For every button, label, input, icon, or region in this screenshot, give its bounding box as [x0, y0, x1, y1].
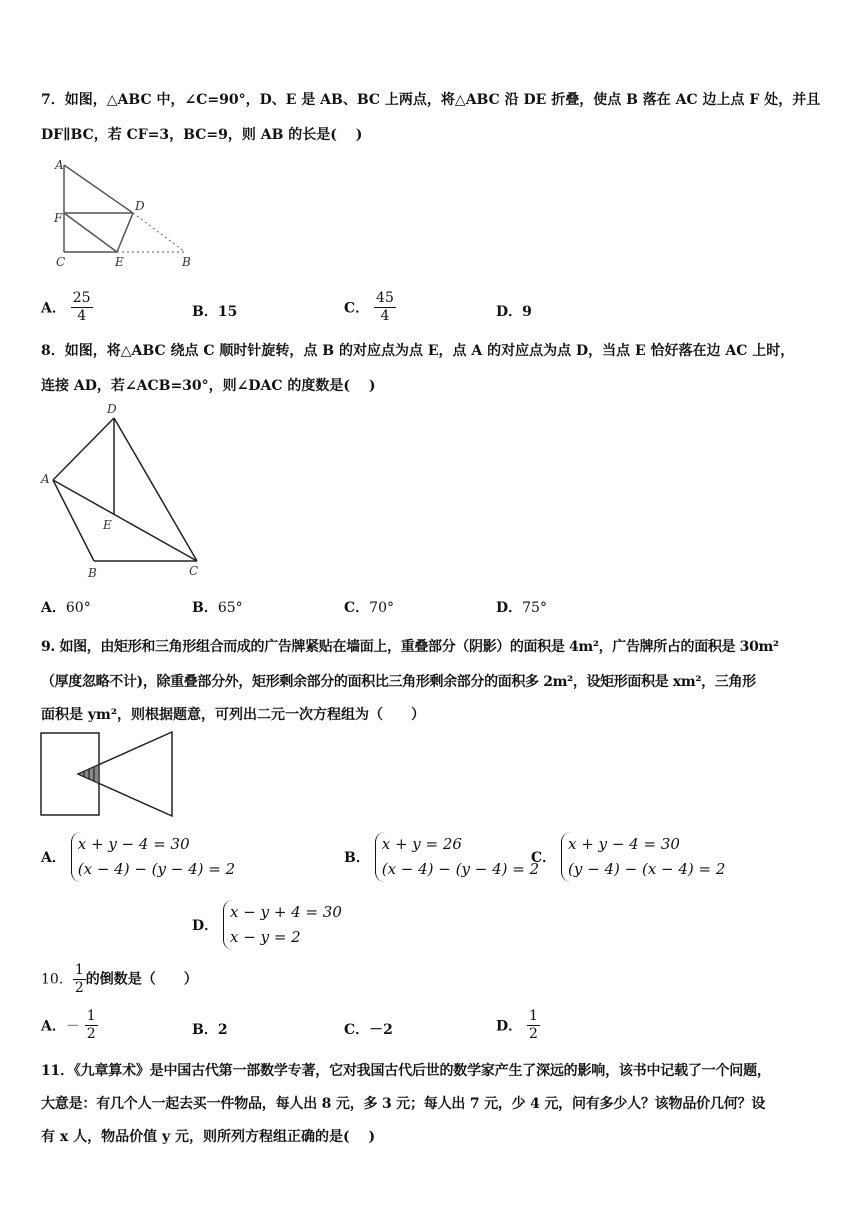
q9-option-c[interactable]: C． x + y − 4 = 30 (y − 4) − (x − 4) = 2 [531, 832, 725, 882]
q10-option-d[interactable]: D． $\frac{1}{2}$ [496, 1008, 538, 1042]
q7-text-line1: 7．如图，△ABC 中，∠C=90°，D、E 是 AB、BC 上两点，将△ABC 沿 DE 折叠，使点 B 落在 AC 边上点 F 处，并且 [41, 92, 821, 108]
q8-text-line1: 8．如图，将△ABC 绕点 C 顺时针旋转，点 B 的对应点为点 E，点 A 的对应点为点 D，当点 E 恰好落在边 AC 上时， [41, 343, 795, 359]
q7-label-e: E [115, 255, 124, 269]
q10-option-a[interactable]: A．－ $\frac{1}{2}$ [41, 1008, 96, 1042]
q7-label-f: F [54, 211, 63, 225]
q11-text-line1: 11．《九章算术》是中国古代第一部数学专著，它对我国古代后世的数学家产生了深远的影响，该书中记载了一个问题， [41, 1063, 771, 1079]
q8-option-b[interactable]: B．65° [192, 600, 243, 616]
q9-figure [38, 728, 178, 820]
q8-label-c: C [189, 564, 199, 578]
q7-seg-fe [64, 213, 117, 252]
q10-option-b[interactable]: B．2 [192, 1022, 228, 1038]
q8-seg-ac [53, 480, 197, 561]
q7-seg-ad [64, 165, 133, 213]
q7-label-c: C [56, 255, 66, 269]
q10-option-c[interactable]: C．－2 [344, 1022, 393, 1038]
q7-text-line2: DF∥BC，若 CF=3，BC=9，则 AB 的长是( ) [41, 127, 363, 143]
q8-label-d: D [107, 402, 117, 416]
q9-option-b[interactable]: B． x + y = 26 (x − 4) − (y − 4) = 2 [344, 832, 539, 882]
q8-label-a: A [41, 472, 50, 486]
q8-label-b: B [88, 566, 97, 580]
q8-text-line2: 连接 AD，若∠ACB=30°，则∠DAC 的度数是( ) [41, 378, 376, 394]
q7-label-d: D [135, 199, 145, 213]
q8-seg-da [53, 418, 114, 480]
q9-option-a[interactable]: A． x + y − 4 = 30 (x − 4) − (y − 4) = 2 [41, 832, 235, 882]
q7-label-b: B [182, 255, 191, 269]
q7-option-b[interactable]: B．15 [192, 304, 238, 320]
q7-option-d[interactable]: D．9 [496, 304, 532, 320]
q7-label-a: A [55, 158, 64, 172]
q9-text-line3: 面积是 ym²，则根据题意，可列出二元一次方程组为（ ） [41, 707, 425, 723]
q7-seg-de [117, 213, 133, 252]
q9-option-d[interactable]: D． x − y + 4 = 30 x − y = 2 [192, 900, 342, 950]
q11-text-line2: 大意是：有几个人一起去买一件物品，每人出 8 元，多 3 元；每人出 7 元，少 4 元，问有多少人？该物品价几何？设 [41, 1096, 766, 1112]
q8-option-d[interactable]: D．75° [496, 600, 547, 616]
q8-label-e: E [103, 518, 112, 532]
q8-option-a[interactable]: A．60° [41, 600, 91, 616]
q9-text-line1: 9. 如图，由矩形和三角形组合而成的广告牌紧贴在墙面上，重叠部分（阴影）的面积是 4m²，广告牌所占的面积是 30m² [41, 639, 779, 655]
q7-option-c[interactable]: C． $\frac{45}{4}$ [344, 290, 394, 324]
q7-seg-db [133, 213, 185, 252]
q11-text-line3: 有 x 人，物品价值 y 元，则所列方程组正确的是( ) [41, 1129, 376, 1145]
q8-option-c[interactable]: C．70° [344, 600, 394, 616]
q8-seg-dc [114, 418, 197, 561]
q7-option-a[interactable]: A． $\frac{25}{4}$ [41, 290, 91, 324]
q10-text: 10． $\frac{1}{2}$ 的倒数是（ ） [41, 962, 198, 996]
q9-text-line2: （厚度忽略不计)，除重叠部分外，矩形剩余部分的面积比三角形剩余部分的面积多 2m²，设矩形面积是 xm²，三角形 [41, 674, 756, 690]
q8-figure [38, 398, 213, 583]
q7-figure [45, 155, 205, 270]
